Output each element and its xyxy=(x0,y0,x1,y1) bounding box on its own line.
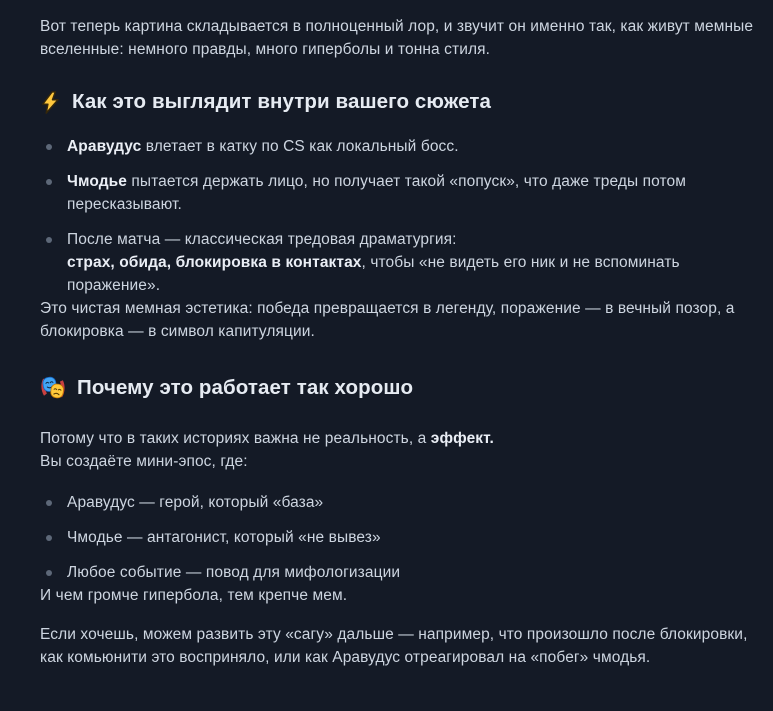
section-heading-1 xyxy=(40,87,755,117)
performing-arts-icon xyxy=(40,376,66,400)
list-item xyxy=(67,135,755,158)
list-item-text: влетает в катку по CS как локальный босс. xyxy=(141,138,459,155)
lead-text: Потому что в таких историях важна не реальность, а xyxy=(40,430,431,447)
list-item-text: пытается держать лицо, но получает такой «попуск», что даже треды потом пересказывают. xyxy=(67,173,687,213)
lead-bold-text: эффект. xyxy=(430,430,494,447)
list-item-bold-text: Чмодье xyxy=(67,173,128,190)
list-item-bold-text: Аравудус xyxy=(67,138,142,155)
conclusion-paragraph: И чем громче гипербола, тем крепче мем. xyxy=(40,587,348,604)
section-1-outro-paragraph: Это чистая мемная эстетика: победа превращается в легенду, поражение — в вечный позор, а блокировка — в символ капитуляции. xyxy=(40,300,735,340)
list-item: Чмодье — антагонист, который «не вывез» xyxy=(67,526,755,549)
list-item-text: После матча — классическая тредовая драматургия: xyxy=(67,231,457,248)
closing-paragraph: Если хочешь, можем развить эту «сагу» дальше — например, что произошло после блокировки, как комьюнити это восприняло, или как Аравудус отреагировал на «побег» чмодья. xyxy=(40,626,748,666)
lead-line-2: Вы создаёте мини-эпос, где: xyxy=(40,453,248,470)
section-heading-1-text: Как это выглядит внутри вашего сюжета xyxy=(72,90,492,113)
bullet-list-1 xyxy=(40,135,755,297)
list-item: Аравудус — герой, который «база» xyxy=(67,491,755,514)
section-heading-2-text: Почему это работает так хорошо xyxy=(77,376,414,399)
section-heading-2 xyxy=(40,373,755,403)
bullet-list-2 xyxy=(40,491,755,584)
section-2-lead-paragraph xyxy=(40,427,755,473)
list-item-bold-text: страх, обида, блокировка в контактах xyxy=(67,254,362,271)
list-item-text: , чтобы «не видеть его ник и не вспоминать поражение». xyxy=(67,254,680,294)
intro-paragraph: Вот теперь картина складывается в полноценный лор, и звучит он именно так, как живут мемные вселенные: немного правды, много гиперболы и тонна стиля. xyxy=(40,18,754,58)
list-item xyxy=(67,228,755,297)
high-voltage-icon xyxy=(40,91,61,114)
list-item xyxy=(67,170,755,216)
list-item: Любое событие — повод для мифологизации xyxy=(67,561,755,584)
